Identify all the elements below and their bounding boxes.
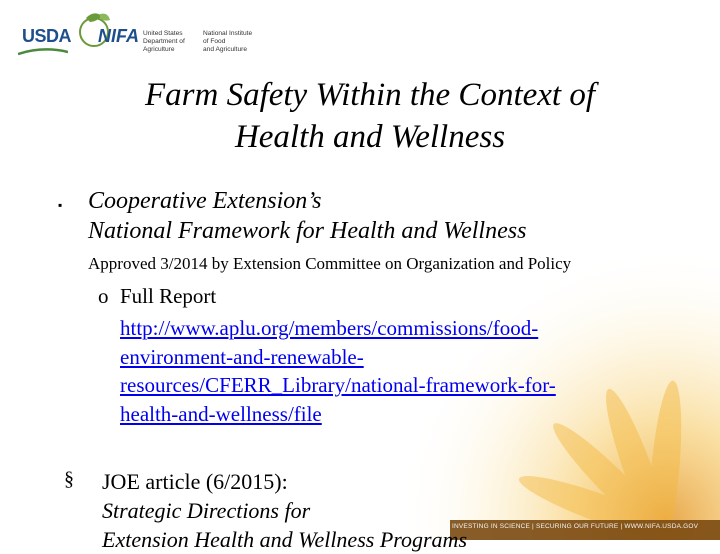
header-logos	[18, 8, 318, 60]
usda-agency-name	[143, 30, 185, 54]
slide-title-line: Health and Wellness	[234, 119, 506, 155]
nifa-logo: NIFA	[98, 26, 140, 46]
footer-tagline: INVESTING IN SCIENCE | SECURING OUR FUTURE | WWW.NIFA.USDA.GOV	[452, 523, 699, 530]
bullet-heading-line: Cooperative Extension’s	[88, 188, 322, 214]
link-line[interactable]: resources/CFERR_Library/national-framework-for-	[120, 373, 556, 397]
approval-note: Approved 3/2014 by Extension Committee on Organization and Policy	[88, 254, 572, 273]
joe-article-title-cont: Extension Health and Wellness Programs	[102, 527, 468, 552]
usda-swoosh-icon	[18, 48, 68, 56]
slide-title-line: Farm Safety Within the Context of	[144, 77, 595, 113]
joe-article-line	[102, 467, 467, 525]
link-line[interactable]: health-and-wellness/file	[120, 401, 322, 426]
usda-agency-line: Department of	[143, 38, 185, 45]
usda-agency-line: Agriculture	[143, 46, 175, 53]
bullet-marker: ▪	[58, 198, 63, 212]
link-line[interactable]: http://www.aplu.org/members/commissions/food-	[120, 316, 539, 340]
nifa-agency-name	[203, 30, 252, 54]
nifa-agency-line: of Food	[203, 38, 226, 45]
joe-article-bullet	[102, 467, 467, 554]
joe-article-prefix: JOE article (6/2015):	[102, 469, 288, 494]
joe-article-title: Strategic Directions for	[102, 498, 311, 523]
nifa-agency-line: National Institute	[203, 30, 253, 37]
sub-bullet-marker: o	[98, 284, 109, 308]
slide-title	[0, 74, 720, 158]
full-report-label: Full Report	[120, 284, 217, 308]
usda-logo: USDA	[22, 26, 72, 46]
full-report-link[interactable]	[120, 314, 640, 428]
link-line[interactable]: environment-and-renewable-	[120, 344, 364, 369]
bullet-heading-line: National Framework for Health and Wellness	[88, 218, 527, 244]
bullet-marker: §	[64, 468, 74, 490]
usda-agency-line: United States	[143, 30, 183, 37]
nifa-agency-line: and Agriculture	[203, 46, 247, 53]
bullet-heading	[88, 186, 526, 246]
